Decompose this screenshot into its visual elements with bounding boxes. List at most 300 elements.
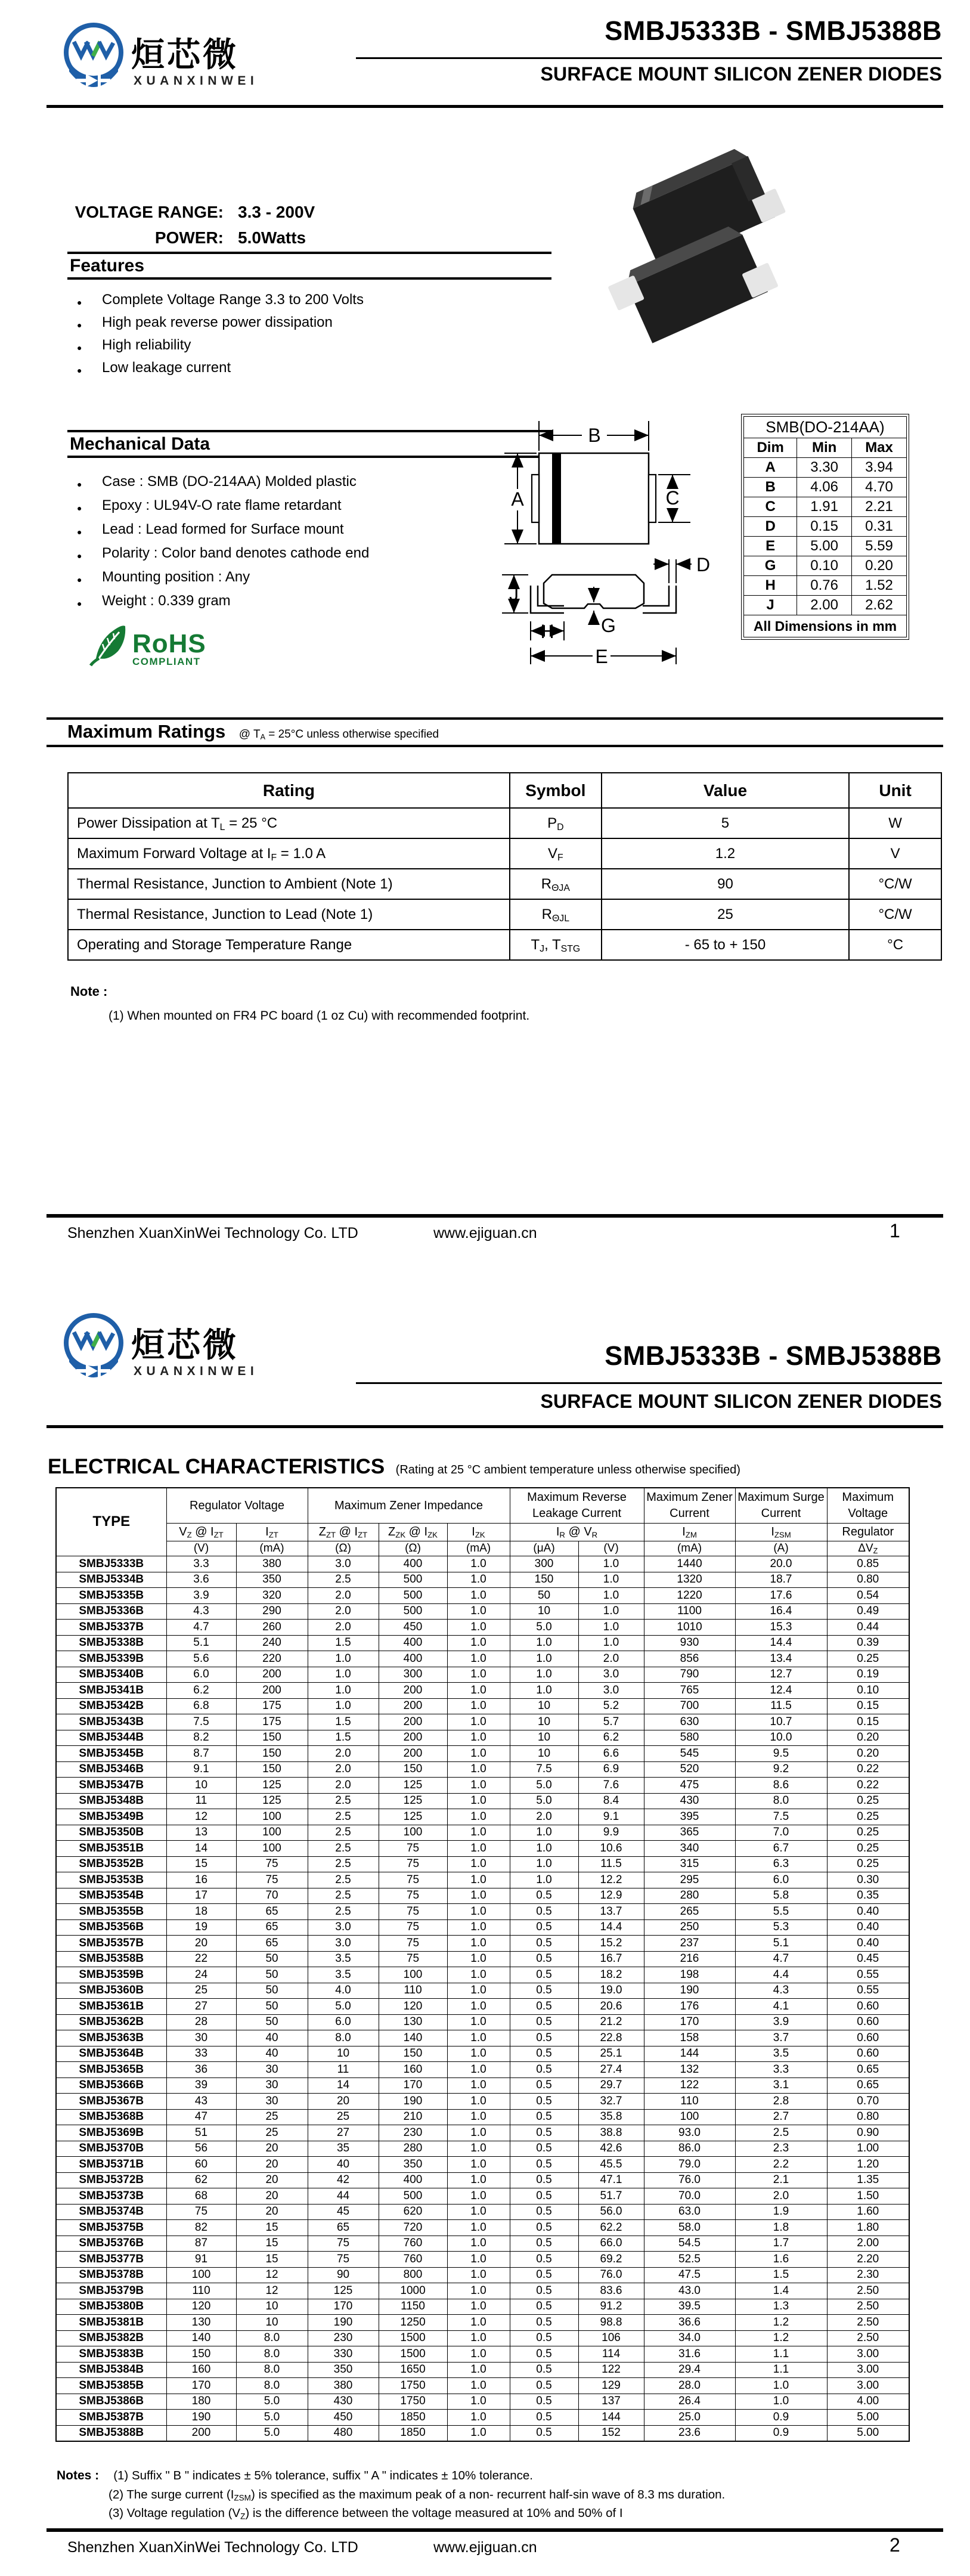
cell-zzt: 1.5 bbox=[308, 1730, 379, 1746]
cell-ir: 0.5 bbox=[510, 2330, 578, 2346]
feature-item: ● High peak reverse power dissipation bbox=[67, 311, 544, 334]
cell-vz: 110 bbox=[166, 2283, 236, 2299]
group-zener-current: Maximum Zener Current bbox=[644, 1488, 735, 1524]
mechanical-item: ● Polarity : Color band denotes cathode end bbox=[67, 541, 544, 565]
cell-izm: 1220 bbox=[644, 1588, 735, 1604]
cell-izm: 63.0 bbox=[644, 2204, 735, 2220]
smb-package-photo-icon bbox=[596, 143, 811, 346]
electrical-row bbox=[56, 2378, 909, 2394]
cell-zzk: 75 bbox=[379, 1888, 447, 1904]
cell-izsm: 3.5 bbox=[735, 2046, 827, 2062]
electrical-row bbox=[56, 1967, 909, 1983]
sym-ir-vr: $I_R$ @ $V_R$ bbox=[510, 1524, 644, 1541]
title-underline-2 bbox=[356, 1382, 942, 1384]
dim-letter: D bbox=[744, 517, 797, 537]
cell-type: SMBJ5366B bbox=[56, 2077, 166, 2094]
cell-izsm: 7.0 bbox=[735, 1825, 827, 1841]
group-voltage-regulator: Maximum Voltage bbox=[827, 1488, 909, 1524]
cell-dvz: 0.40 bbox=[827, 1904, 909, 1920]
cell-izt: 40 bbox=[236, 2030, 308, 2046]
cell-zzt: 2.0 bbox=[308, 1761, 379, 1778]
cell-dvz: 1.80 bbox=[827, 2220, 909, 2236]
cell-vr: 69.2 bbox=[578, 2252, 644, 2268]
cell-izk: 1.0 bbox=[447, 2362, 510, 2378]
cell-dvz: 0.80 bbox=[827, 1572, 909, 1588]
cell-zzt: 2.0 bbox=[308, 1588, 379, 1604]
cell-izm: 315 bbox=[644, 1856, 735, 1872]
cell-type: SMBJ5378B bbox=[56, 2267, 166, 2283]
cell-ir: 10 bbox=[510, 1603, 578, 1620]
cell-vr: 91.2 bbox=[578, 2299, 644, 2315]
dim-label-H: H bbox=[540, 621, 554, 642]
brand-logo-icon-2 bbox=[62, 1309, 125, 1394]
cell-izt: 50 bbox=[236, 1983, 308, 1999]
cell-izsm: 0.9 bbox=[735, 2425, 827, 2441]
cell-zzt: 2.5 bbox=[308, 1825, 379, 1841]
cell-zzt: 4.0 bbox=[308, 1983, 379, 1999]
dim-row bbox=[744, 478, 907, 497]
cell-vz: 33 bbox=[166, 2046, 236, 2062]
cell-zzk: 75 bbox=[379, 1936, 447, 1952]
cell-vr: 6.6 bbox=[578, 1746, 644, 1762]
cell-ir: 1.0 bbox=[510, 1825, 578, 1841]
cell-dvz: 0.55 bbox=[827, 1967, 909, 1983]
brand-logo-2 bbox=[62, 1309, 125, 1397]
cell-ir: 150 bbox=[510, 1572, 578, 1588]
cell-izk: 1.0 bbox=[447, 2299, 510, 2315]
cell-izsm: 2.1 bbox=[735, 2172, 827, 2188]
cell-izk: 1.0 bbox=[447, 2346, 510, 2363]
cell-zzk: 1000 bbox=[379, 2283, 447, 2299]
cell-vz: 7.5 bbox=[166, 1714, 236, 1730]
cell-vz: 24 bbox=[166, 1967, 236, 1983]
cell-izsm: 1.2 bbox=[735, 2315, 827, 2331]
cell-zzk: 300 bbox=[379, 1667, 447, 1683]
cell-izt: 240 bbox=[236, 1635, 308, 1651]
cell-dvz: 0.90 bbox=[827, 2125, 909, 2141]
unit-ma2: (mA) bbox=[447, 1541, 510, 1556]
cell-zzt: 3.0 bbox=[308, 1936, 379, 1952]
cell-ir: 1.0 bbox=[510, 1635, 578, 1651]
electrical-row bbox=[56, 1698, 909, 1714]
ratings-heading-line bbox=[67, 721, 439, 742]
cell-izsm: 3.7 bbox=[735, 2030, 827, 2046]
cell-izm: 265 bbox=[644, 1904, 735, 1920]
cell-zzk: 125 bbox=[379, 1809, 447, 1825]
cell-zzk: 500 bbox=[379, 1603, 447, 1620]
electrical-row bbox=[56, 1904, 909, 1920]
sym-izm: $I_{ZM}$ bbox=[644, 1524, 735, 1541]
cell-izsm: 1.3 bbox=[735, 2299, 827, 2315]
cell-vz: 68 bbox=[166, 2188, 236, 2205]
cell-vz: 82 bbox=[166, 2220, 236, 2236]
cell-zzk: 75 bbox=[379, 1872, 447, 1888]
features-heading: Features bbox=[70, 256, 145, 275]
cell-zzk: 1850 bbox=[379, 2410, 447, 2426]
header-rule-2 bbox=[47, 1425, 943, 1428]
cell-vz: 39 bbox=[166, 2077, 236, 2094]
electrical-row bbox=[56, 1825, 909, 1841]
rating-symbol: $P_D$ bbox=[510, 808, 602, 838]
cell-ir: 10 bbox=[510, 1698, 578, 1714]
mechanical-rule-bottom bbox=[67, 456, 551, 458]
cell-vr: 16.7 bbox=[578, 1951, 644, 1967]
electrical-row bbox=[56, 2094, 909, 2110]
cell-izt: 50 bbox=[236, 1951, 308, 1967]
cell-type: SMBJ5342B bbox=[56, 1698, 166, 1714]
cell-ir: 0.5 bbox=[510, 2410, 578, 2426]
footer-url-2[interactable]: www.ejiguan.cn bbox=[433, 2539, 537, 2556]
cell-vz: 190 bbox=[166, 2410, 236, 2426]
cell-zzt: 430 bbox=[308, 2394, 379, 2410]
note-2: (2) The surge current $(I_{ZSM})$ is specified as the maximum peak of a non- recurrent half-sin wave of 8.3 ms duration. bbox=[109, 2487, 726, 2502]
cell-izk: 1.0 bbox=[447, 2252, 510, 2268]
cell-vz: 180 bbox=[166, 2394, 236, 2410]
cell-zzt: 2.0 bbox=[308, 1778, 379, 1794]
cell-vr: 19.0 bbox=[578, 1983, 644, 1999]
dim-letter: A bbox=[744, 458, 797, 478]
cell-izm: 216 bbox=[644, 1951, 735, 1967]
cell-vz: 8.2 bbox=[166, 1730, 236, 1746]
cell-izm: 25.0 bbox=[644, 2410, 735, 2426]
cell-zzt: 45 bbox=[308, 2204, 379, 2220]
electrical-row bbox=[56, 1556, 909, 1572]
brand-logo bbox=[62, 19, 125, 107]
cell-izsm: 0.9 bbox=[735, 2410, 827, 2426]
cell-vz: 25 bbox=[166, 1983, 236, 1999]
rating-name: Thermal Resistance, Junction to Lead (Note 1) bbox=[68, 899, 510, 930]
dim-min: 2.00 bbox=[797, 596, 852, 615]
cell-dvz: 5.00 bbox=[827, 2425, 909, 2441]
cell-type: SMBJ5388B bbox=[56, 2425, 166, 2441]
cell-zzk: 170 bbox=[379, 2077, 447, 2094]
cell-zzk: 1250 bbox=[379, 2315, 447, 2331]
dim-letter: B bbox=[744, 478, 797, 497]
cell-dvz: 0.25 bbox=[827, 1841, 909, 1857]
cell-zzt: 170 bbox=[308, 2299, 379, 2315]
cell-ir: 0.5 bbox=[510, 2157, 578, 2173]
cell-vr: 12.2 bbox=[578, 1872, 644, 1888]
cell-izsm: 10.0 bbox=[735, 1730, 827, 1746]
cell-izk: 1.0 bbox=[447, 2394, 510, 2410]
cell-zzt: 480 bbox=[308, 2425, 379, 2441]
electrical-row bbox=[56, 1793, 909, 1809]
cell-zzt: 75 bbox=[308, 2236, 379, 2252]
cell-vz: 3.6 bbox=[166, 1572, 236, 1588]
cell-dvz: 0.49 bbox=[827, 1603, 909, 1620]
cell-vr: 129 bbox=[578, 2378, 644, 2394]
cell-vr: 5.2 bbox=[578, 1698, 644, 1714]
cell-izsm: 12.4 bbox=[735, 1683, 827, 1699]
cell-ir: 0.5 bbox=[510, 2030, 578, 2046]
electrical-row bbox=[56, 2157, 909, 2173]
cell-izm: 100 bbox=[644, 2109, 735, 2125]
cell-vr: 15.2 bbox=[578, 1936, 644, 1952]
cell-izt: 200 bbox=[236, 1683, 308, 1699]
dim-min: 1.91 bbox=[797, 497, 852, 517]
cell-vr: 11.5 bbox=[578, 1856, 644, 1872]
cell-type: SMBJ5379B bbox=[56, 2283, 166, 2299]
cell-zzt: 3.0 bbox=[308, 1556, 379, 1572]
cell-izsm: 1.1 bbox=[735, 2346, 827, 2363]
cell-vr: 29.7 bbox=[578, 2077, 644, 2094]
cell-vr: 1.0 bbox=[578, 1603, 644, 1620]
electrical-condition: (Rating at 25 °C ambient temperature unless otherwise specified) bbox=[395, 1463, 740, 1476]
voltage-range-label: VOLTAGE RANGE: bbox=[75, 203, 224, 221]
cell-zzt: 450 bbox=[308, 2410, 379, 2426]
electrical-row bbox=[56, 1746, 909, 1762]
cell-dvz: 0.60 bbox=[827, 2030, 909, 2046]
cell-vr: 9.1 bbox=[578, 1809, 644, 1825]
cell-vz: 6.8 bbox=[166, 1698, 236, 1714]
electrical-row bbox=[56, 1620, 909, 1636]
ratings-heading: Maximum Ratings bbox=[67, 721, 226, 742]
cell-izk: 1.0 bbox=[447, 2109, 510, 2125]
cell-zzk: 500 bbox=[379, 1572, 447, 1588]
cell-izt: 175 bbox=[236, 1714, 308, 1730]
cell-zzt: 25 bbox=[308, 2109, 379, 2125]
cell-type: SMBJ5338B bbox=[56, 1635, 166, 1651]
cell-izk: 1.0 bbox=[447, 2267, 510, 2283]
cell-dvz: 0.60 bbox=[827, 1999, 909, 2015]
cell-zzt: 190 bbox=[308, 2315, 379, 2331]
cell-zzk: 1750 bbox=[379, 2378, 447, 2394]
cell-izsm: 4.1 bbox=[735, 1999, 827, 2015]
cell-izt: 150 bbox=[236, 1746, 308, 1762]
cell-vr: 2.0 bbox=[578, 1651, 644, 1667]
cell-izk: 1.0 bbox=[447, 1904, 510, 1920]
cell-dvz: 0.25 bbox=[827, 1809, 909, 1825]
cell-izm: 79.0 bbox=[644, 2157, 735, 2173]
cell-ir: 0.5 bbox=[510, 1888, 578, 1904]
cell-vz: 14 bbox=[166, 1841, 236, 1857]
brand-logo-icon bbox=[62, 19, 125, 104]
cell-izt: 125 bbox=[236, 1778, 308, 1794]
cell-ir: 0.5 bbox=[510, 2046, 578, 2062]
cell-ir: 2.0 bbox=[510, 1809, 578, 1825]
cell-vr: 35.8 bbox=[578, 2109, 644, 2125]
cell-dvz: 2.50 bbox=[827, 2299, 909, 2315]
cell-izm: 700 bbox=[644, 1698, 735, 1714]
cell-ir: 5.0 bbox=[510, 1620, 578, 1636]
cell-vr: 32.7 bbox=[578, 2094, 644, 2110]
cell-ir: 0.5 bbox=[510, 1936, 578, 1952]
cell-izt: 50 bbox=[236, 1999, 308, 2015]
dim-max: 5.59 bbox=[852, 537, 907, 556]
cell-vr: 9.9 bbox=[578, 1825, 644, 1841]
cell-zzk: 75 bbox=[379, 1904, 447, 1920]
cell-ir: 0.5 bbox=[510, 1983, 578, 1999]
cell-izk: 1.0 bbox=[447, 1635, 510, 1651]
cell-ir: 1.0 bbox=[510, 1651, 578, 1667]
cell-dvz: 0.20 bbox=[827, 1746, 909, 1762]
cell-izt: 30 bbox=[236, 2062, 308, 2078]
cell-dvz: 0.40 bbox=[827, 1919, 909, 1936]
electrical-row bbox=[56, 2362, 909, 2378]
dim-min: 0.76 bbox=[797, 576, 852, 596]
cell-vr: 83.6 bbox=[578, 2283, 644, 2299]
cell-zzt: 2.5 bbox=[308, 1856, 379, 1872]
cell-vr: 10.6 bbox=[578, 1841, 644, 1857]
note-text: (1) When mounted on FR4 PC board (1 oz Cu) with recommended footprint. bbox=[109, 1009, 530, 1023]
cell-izsm: 6.0 bbox=[735, 1872, 827, 1888]
unit-v2: (V) bbox=[578, 1541, 644, 1556]
cell-izm: 144 bbox=[644, 2046, 735, 2062]
cell-zzk: 75 bbox=[379, 1919, 447, 1936]
unit-ma1: (mA) bbox=[236, 1541, 308, 1556]
footer-page-number-1: 1 bbox=[890, 1220, 900, 1241]
cell-type: SMBJ5333B bbox=[56, 1556, 166, 1572]
cell-izk: 1.0 bbox=[447, 1651, 510, 1667]
cell-izk: 1.0 bbox=[447, 1967, 510, 1983]
dim-row bbox=[744, 576, 907, 596]
cell-izm: 340 bbox=[644, 1841, 735, 1857]
ratings-condition: @ $T_A = 25^\circ C$ unless otherwise specified bbox=[238, 728, 439, 742]
electrical-row bbox=[56, 1983, 909, 1999]
cell-dvz: 0.54 bbox=[827, 1588, 909, 1604]
dim-letter: C bbox=[744, 497, 797, 517]
cell-zzt: 2.5 bbox=[308, 1872, 379, 1888]
cell-dvz: 1.35 bbox=[827, 2172, 909, 2188]
cell-izt: 12 bbox=[236, 2267, 308, 2283]
cell-vr: 25.1 bbox=[578, 2046, 644, 2062]
cell-izsm: 20.0 bbox=[735, 1556, 827, 1572]
electrical-row bbox=[56, 1651, 909, 1667]
cell-ir: 10 bbox=[510, 1730, 578, 1746]
cell-ir: 0.5 bbox=[510, 2094, 578, 2110]
cell-izk: 1.0 bbox=[447, 1698, 510, 1714]
cell-zzk: 210 bbox=[379, 2109, 447, 2125]
cell-izm: 158 bbox=[644, 2030, 735, 2046]
cell-izm: 545 bbox=[644, 1746, 735, 1762]
electrical-row bbox=[56, 2062, 909, 2078]
cell-zzk: 75 bbox=[379, 1841, 447, 1857]
electrical-row bbox=[56, 2267, 909, 2283]
cell-zzt: 40 bbox=[308, 2157, 379, 2173]
electrical-row bbox=[56, 1809, 909, 1825]
cell-vz: 150 bbox=[166, 2346, 236, 2363]
cell-izk: 1.0 bbox=[447, 2094, 510, 2110]
electrical-row bbox=[56, 1778, 909, 1794]
cell-vr: 56.0 bbox=[578, 2204, 644, 2220]
dim-table-title: SMB(DO-214AA) bbox=[744, 417, 907, 438]
cell-vr: 27.4 bbox=[578, 2062, 644, 2078]
cell-izk: 1.0 bbox=[447, 2077, 510, 2094]
cell-izt: 100 bbox=[236, 1841, 308, 1857]
cell-vz: 16 bbox=[166, 1872, 236, 1888]
voltage-power-block bbox=[67, 199, 315, 250]
unit-col-header: Unit bbox=[849, 773, 941, 808]
cell-izk: 1.0 bbox=[447, 2030, 510, 2046]
cell-type: SMBJ5383B bbox=[56, 2346, 166, 2363]
cell-izt: 8.0 bbox=[236, 2346, 308, 2363]
cell-zzk: 200 bbox=[379, 1683, 447, 1699]
cell-ir: 0.5 bbox=[510, 2299, 578, 2315]
electrical-row bbox=[56, 1999, 909, 2015]
feature-item: ● High reliability bbox=[67, 334, 544, 357]
cell-izt: 10 bbox=[236, 2315, 308, 2331]
cell-ir: 0.5 bbox=[510, 2283, 578, 2299]
cell-izk: 1.0 bbox=[447, 2315, 510, 2331]
cell-vz: 91 bbox=[166, 2252, 236, 2268]
cell-vz: 87 bbox=[166, 2236, 236, 2252]
rohs-compliant-label: COMPLIANT bbox=[132, 656, 201, 667]
cell-izsm: 13.4 bbox=[735, 1651, 827, 1667]
cell-izm: 630 bbox=[644, 1714, 735, 1730]
cell-dvz: 0.44 bbox=[827, 1620, 909, 1636]
cell-izk: 1.0 bbox=[447, 2425, 510, 2441]
cell-izm: 1100 bbox=[644, 1603, 735, 1620]
electrical-row bbox=[56, 2394, 909, 2410]
cell-type: SMBJ5373B bbox=[56, 2188, 166, 2205]
cell-vz: 100 bbox=[166, 2267, 236, 2283]
cell-zzk: 100 bbox=[379, 1825, 447, 1841]
cell-type: SMBJ5386B bbox=[56, 2394, 166, 2410]
cell-izsm: 2.8 bbox=[735, 2094, 827, 2110]
cell-izm: 198 bbox=[644, 1967, 735, 1983]
cell-izt: 320 bbox=[236, 1588, 308, 1604]
dim-max: 0.31 bbox=[852, 517, 907, 537]
cell-vr: 1.0 bbox=[578, 1556, 644, 1572]
electrical-row bbox=[56, 2077, 909, 2094]
dim-row bbox=[744, 517, 907, 537]
cell-zzt: 11 bbox=[308, 2062, 379, 2078]
cell-zzk: 620 bbox=[379, 2204, 447, 2220]
cell-dvz: 0.25 bbox=[827, 1825, 909, 1841]
cell-zzt: 2.0 bbox=[308, 1620, 379, 1636]
sym-izt: $I_{ZT}$ bbox=[236, 1524, 308, 1541]
unit-a: (A) bbox=[735, 1541, 827, 1556]
dim-max: 0.20 bbox=[852, 556, 907, 576]
cell-vz: 170 bbox=[166, 2378, 236, 2394]
cell-izsm: 1.8 bbox=[735, 2220, 827, 2236]
dim-min: 4.06 bbox=[797, 478, 852, 497]
cell-izsm: 5.8 bbox=[735, 1888, 827, 1904]
cell-ir: 1.0 bbox=[510, 1667, 578, 1683]
cell-type: SMBJ5361B bbox=[56, 1999, 166, 2015]
cell-izm: 28.0 bbox=[644, 2378, 735, 2394]
dim-label-A: A bbox=[511, 488, 524, 510]
cell-vz: 51 bbox=[166, 2125, 236, 2141]
cell-zzk: 160 bbox=[379, 2062, 447, 2078]
cell-izm: 395 bbox=[644, 1809, 735, 1825]
group-surge-current: Maximum Surge Current bbox=[735, 1488, 827, 1524]
cell-type: SMBJ5382B bbox=[56, 2330, 166, 2346]
dim-min: 5.00 bbox=[797, 537, 852, 556]
mechanical-item: ● Mounting position : Any bbox=[67, 565, 544, 589]
cell-zzt: 3.5 bbox=[308, 1951, 379, 1967]
cell-izk: 1.0 bbox=[447, 1856, 510, 1872]
cell-ir: 50 bbox=[510, 1588, 578, 1604]
footer-url-1[interactable]: www.ejiguan.cn bbox=[433, 1225, 537, 1241]
feature-item: ● Complete Voltage Range 3.3 to 200 Volts bbox=[67, 289, 544, 311]
cell-vr: 137 bbox=[578, 2394, 644, 2410]
dim-letter: H bbox=[744, 576, 797, 596]
cell-type: SMBJ5362B bbox=[56, 2014, 166, 2030]
dim-letter: E bbox=[744, 537, 797, 556]
cell-type: SMBJ5344B bbox=[56, 1730, 166, 1746]
cell-dvz: 1.60 bbox=[827, 2204, 909, 2220]
page-title: SMBJ5333B - SMBJ5388B bbox=[605, 16, 942, 46]
cell-vr: 8.4 bbox=[578, 1793, 644, 1809]
cell-ir: 0.5 bbox=[510, 2378, 578, 2394]
cell-type: SMBJ5380B bbox=[56, 2299, 166, 2315]
cell-type: SMBJ5336B bbox=[56, 1603, 166, 1620]
cell-izm: 365 bbox=[644, 1825, 735, 1841]
cell-type: SMBJ5370B bbox=[56, 2141, 166, 2157]
cell-vz: 19 bbox=[166, 1919, 236, 1936]
cell-izsm: 7.5 bbox=[735, 1809, 827, 1825]
